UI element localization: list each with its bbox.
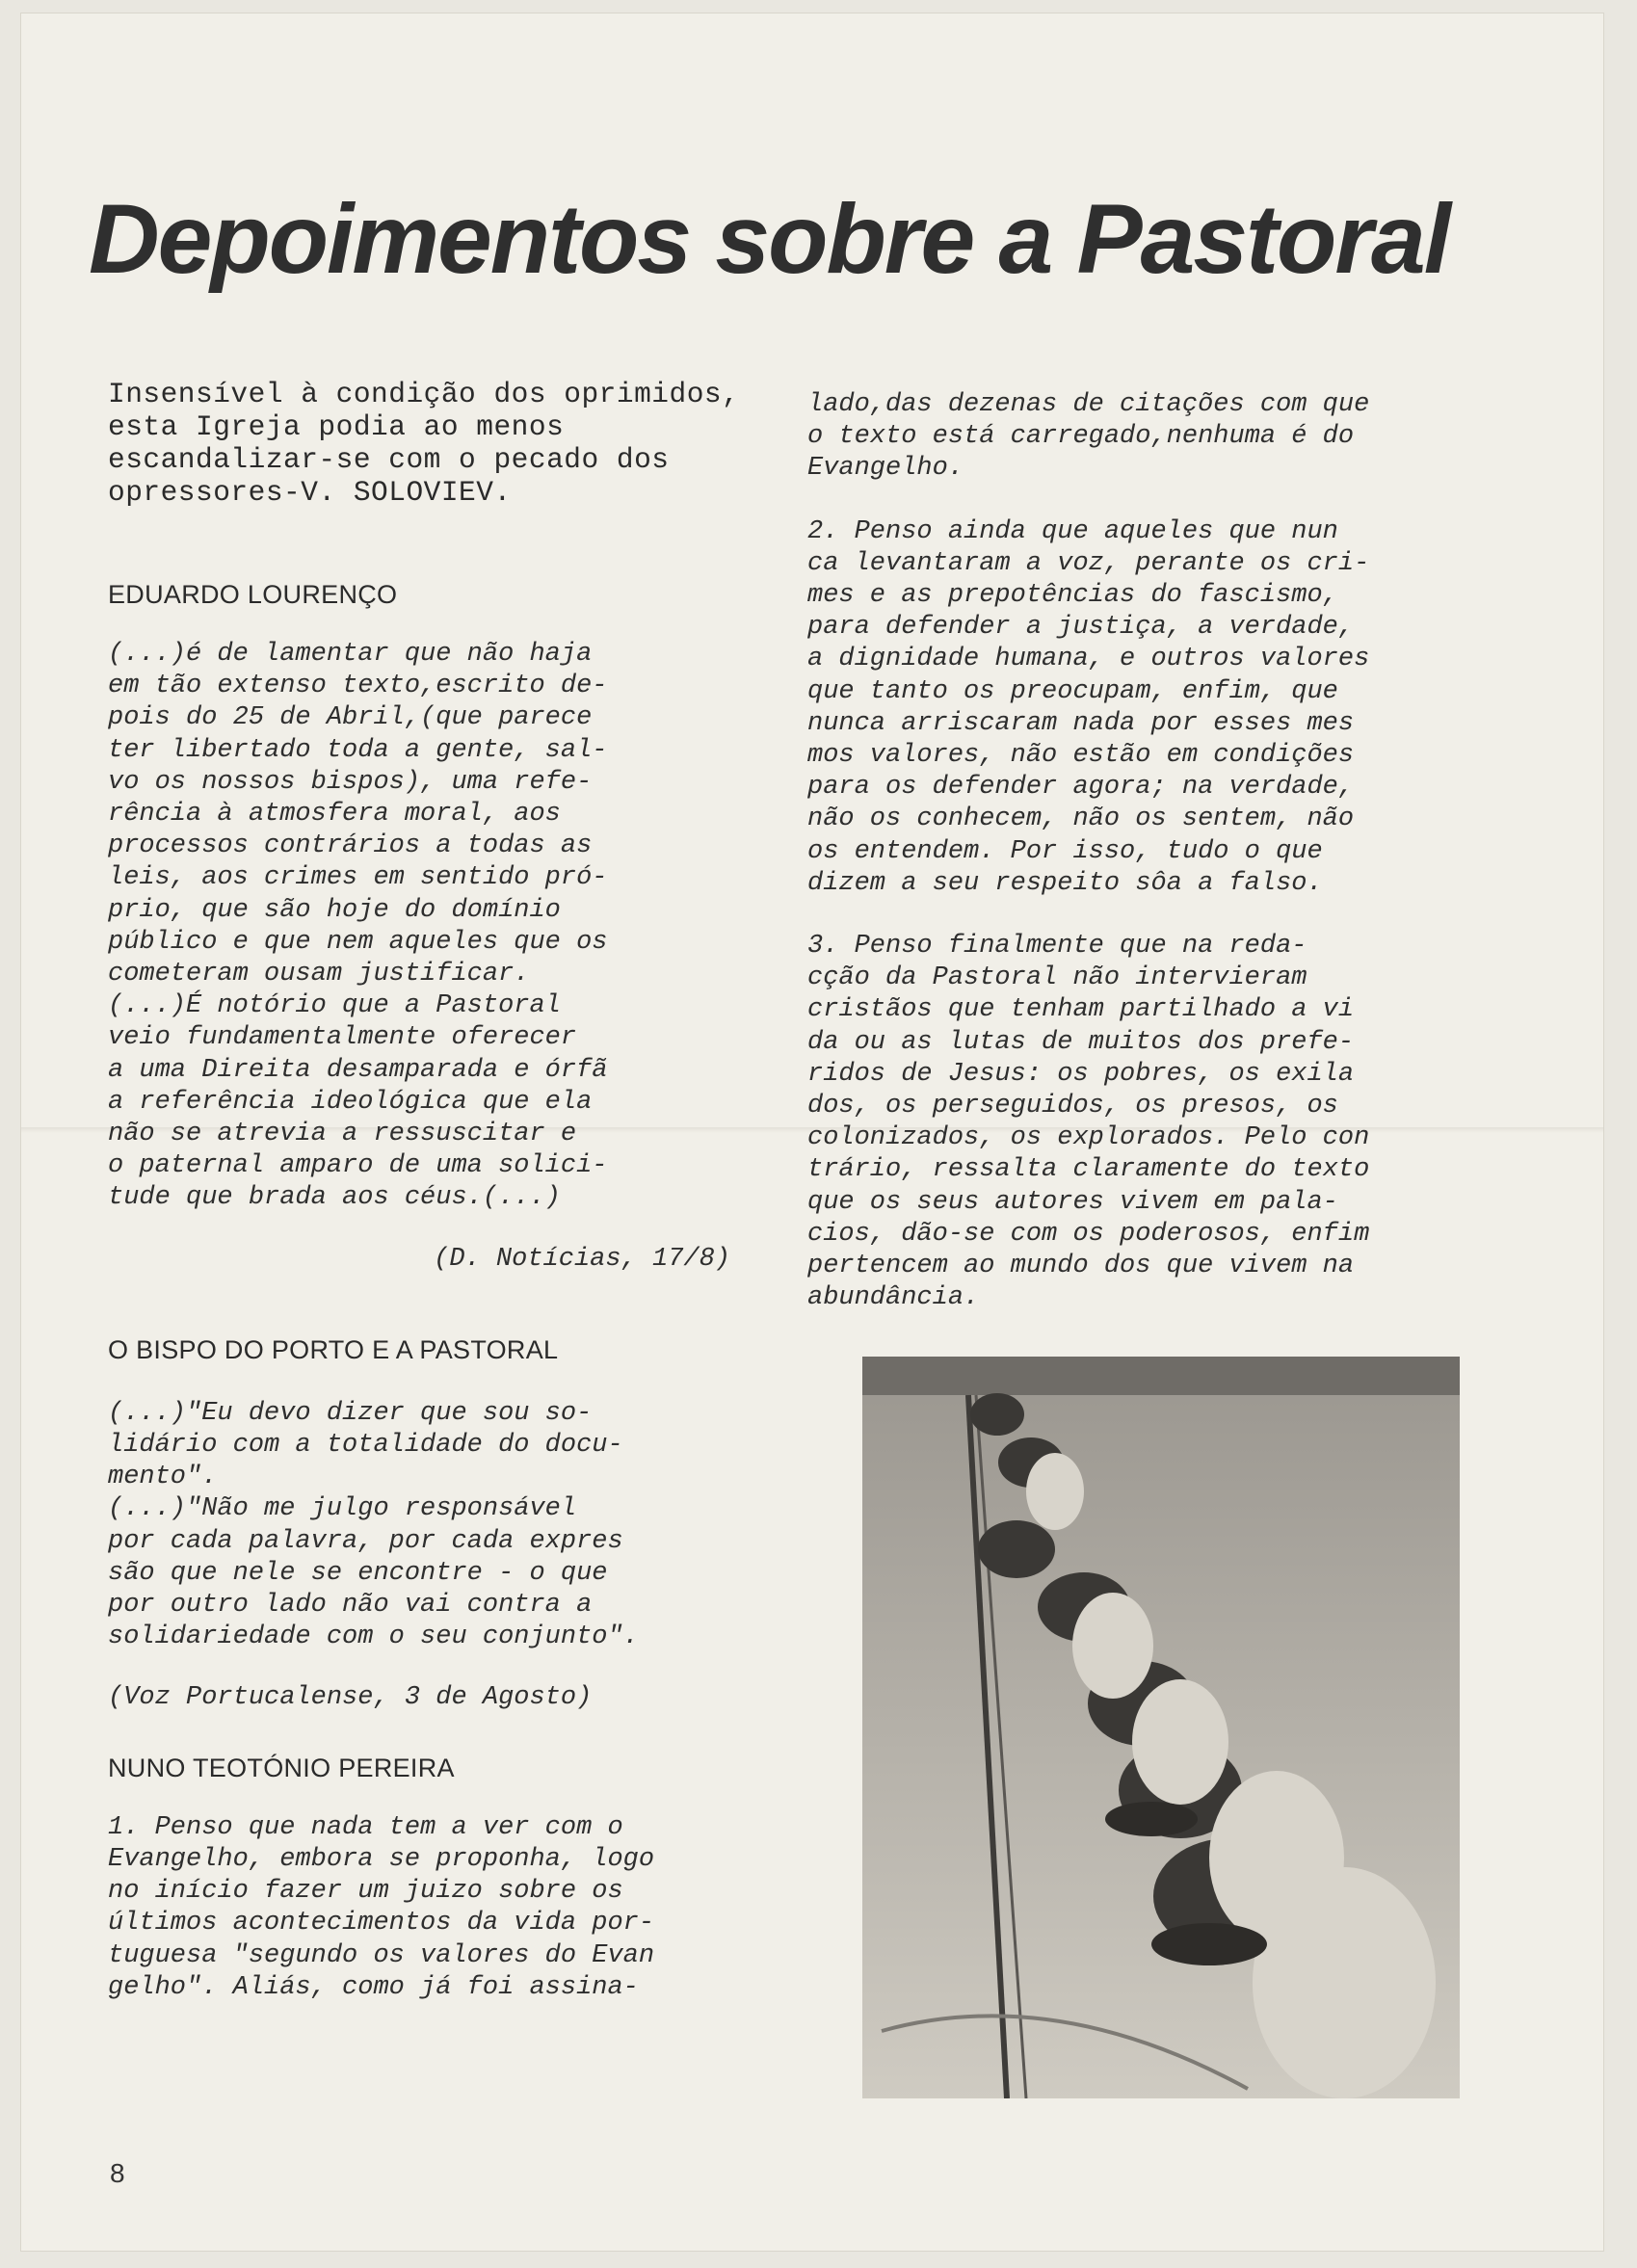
section2-source: (Voz Portucalense, 3 de Agosto): [108, 1683, 593, 1713]
section1-paragraph-2: (...)É notório que a Pastoral veio fundamentalmente oferecer a uma Direita desamparada e órfã a referência ideológica que ela não se atrevia a ressuscitar e o paternal amparo de uma solici- tude que brada aos céus.(...): [108, 991, 608, 1213]
section3-paragraph-1: 1. Penso que nada tem a ver com o Evangelho, embora se proponha, logo no início fazer um juizo sobre os últimos acontecimentos da vida por- tuguesa "segundo os valores do Evan gelho". Aliás, como já foi assina-: [108, 1812, 655, 2002]
section2-paragraph-2: (...)"Não me julgo responsável por cada palavra, por cada expres são que nele se encontre - o que por outro lado não vai contra a solidariedade com o seu conjunto".: [108, 1494, 639, 1652]
section3-paragraph-2: 2. Penso ainda que aqueles que nun ca levantaram a voz, perante os cri- mes e as prepotências do fascismo, para defender a justiça, a verdade, a dignidade humana, e outros valores que tanto os preocupam, enfim, que nunca arriscaram nada por esses mes mos valores, não estão em condições para os defender agora; na verdade, não os conhecem, não os sentem, não os entendem. Por isso, tudo o que dizem a seu respeito sôa a falso.: [807, 516, 1370, 898]
page-title: Depoimentos sobre a Pastoral: [89, 184, 1450, 294]
section-heading-eduardo-lourenco: EDUARDO LOURENÇO: [108, 580, 398, 609]
section-heading-nuno-teotonio-pereira: NUNO TEOTÓNIO PEREIRA: [108, 1753, 455, 1782]
section2-paragraph-1: (...)"Eu devo dizer que sou so- lidário com a totalidade do docu- mento".: [108, 1398, 623, 1492]
epigraph: Insensível à condição dos oprimidos, esta Igreja podia ao menos escandalizar-se com o pecado dos opressores-V. SOLOVIEV.: [108, 378, 740, 509]
left-column: [108, 378, 753, 2004]
section-heading-bispo-do-porto: O BISPO DO PORTO E A PASTORAL: [108, 1334, 559, 1364]
photo-farm-workers-planting: [862, 1357, 1460, 2098]
page-number: 8: [110, 2158, 125, 2188]
section3-paragraph-1-continued: lado,das dezenas de citações com que o texto está carregado,nenhuma é do Evangelho.: [807, 390, 1370, 484]
right-column: [807, 389, 1492, 1314]
section1-source: (D. Notícias, 17/8): [434, 1244, 730, 1274]
section3-paragraph-3: 3. Penso finalmente que na reda- cção da Pastoral não intervieram cristãos que tenham partilhado a vi da ou as lutas de muitos dos prefe- ridos de Jesus: os pobres, os exila dos, os perseguidos, os presos, os colonizados, os explorados. Pelo con trário, ressalta claramente do texto que os seus autores vivem em pala- cios, dão-se com os poderosos, enfim pertencem ao mundo dos que vivem na abundância.: [807, 932, 1370, 1313]
section1-paragraph-1: (...)é de lamentar que não haja em tão extenso texto,escrito de- pois do 25 de Abril,(que parece ter libertado toda a gente, sal- vo os nossos bispos), uma refe- rência à atmosfera moral, aos processos contrários a todas as leis, aos crimes em sentido pró- prio, que são hoje do domínio público e que nem aqueles que os cometeram ousam justificar.: [108, 640, 608, 989]
